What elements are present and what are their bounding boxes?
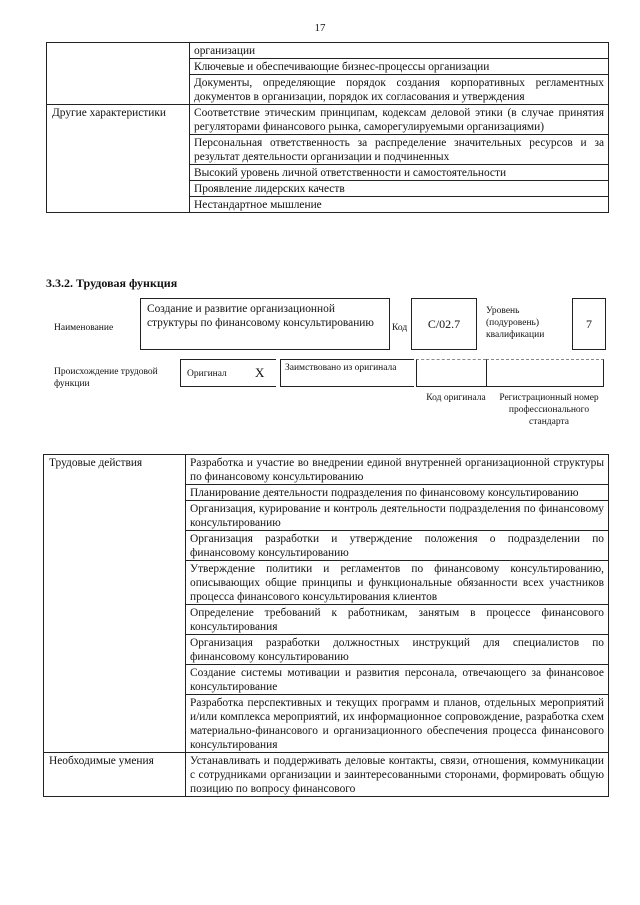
table-row: Определение требований к работникам, занятым в процессе финансового консультирования: [186, 605, 609, 635]
labor-function-table: [43, 454, 609, 797]
required-skills-label: Необходимые умения: [44, 753, 186, 797]
code-label: Код: [392, 323, 408, 333]
original-cell: [180, 359, 276, 387]
code-of-original-caption: Код оригинала: [426, 393, 486, 403]
table-row: Организация разработки и утверждение положения о подразделении по финансовому консультированию: [186, 531, 609, 561]
original-code-cell: [416, 359, 486, 387]
empty-label-cell: [47, 43, 190, 105]
table-row: Ключевые и обеспечивающие бизнес-процессы организации: [190, 59, 609, 75]
level-label: Уровень (подуровень) квалификации: [486, 306, 545, 340]
other-characteristics-label: Другие характеристики: [47, 105, 190, 213]
table-row: Утверждение политики и регламентов по финансовому консультированию, описывающих общие принципы и функциональные обязанности всех участников процесса финансового консультирования клиентов: [186, 561, 609, 605]
labor-actions-label: Трудовые действия: [44, 455, 186, 753]
function-code-box: C/02.7: [411, 298, 477, 350]
section-title: 3.3.2. Трудовая функция: [46, 276, 178, 290]
table-row: Устанавливать и поддерживать деловые контакты, связи, отношения, коммуникации с сотрудниками организации и заинтересованными сторонами, формировать общую позицию по вопросу финансового: [186, 753, 609, 797]
level-value-box: 7: [572, 298, 606, 350]
table-row: Организация, курирование и контроль деятельности подразделения по финансовому консультированию: [186, 501, 609, 531]
table-row: Высокий уровень личной ответственности и самостоятельности: [190, 165, 609, 181]
table-row: Соответствие этическим принципам, кодексам деловой этики (в случае принятия регуляторами финансового рынка, саморегулируемыми организациями): [190, 105, 609, 135]
registration-number-cell: [486, 359, 604, 387]
registration-caption: Регистрационный номер профессионального стандарта: [499, 393, 599, 427]
page-number: 17: [314, 22, 326, 34]
original-mark: X: [255, 365, 265, 380]
table-row: Нестандартное мышление: [190, 197, 609, 213]
table-row: Персональная ответственность за распределение значительных ресурсов и за результат деятельности организации и подчиненных: [190, 135, 609, 165]
function-name-box: Создание и развитие организационной структуры по финансовому консультированию: [140, 298, 390, 350]
borrowed-cell: Заимствовано из оригинала: [280, 359, 414, 387]
name-label: Наименование: [54, 323, 114, 333]
origin-label: Происхождение трудовой функции: [54, 367, 158, 389]
table-row: организации: [190, 43, 609, 59]
table-row: Создание системы мотивации и развития персонала, отвечающего за финансовое консультирование: [186, 665, 609, 695]
original-label: Оригинал: [187, 369, 227, 379]
table-row: Разработка и участие во внедрении единой внутренней организационной структуры по финансовому консультированию: [186, 455, 609, 485]
table-row: Организация разработки должностных инструкций для специалистов по финансовому консультированию: [186, 635, 609, 665]
characteristics-table: [46, 42, 609, 213]
table-row: Разработка перспективных и текущих программ и планов, отдельных мероприятий и/или комплекса мероприятий, их информационное сопровождение, разработка схем материально-финансового и организационного обеспечения процесса финансового консультирования: [186, 695, 609, 753]
table-row: Проявление лидерских качеств: [190, 181, 609, 197]
table-row: Документы, определяющие порядок создания корпоративных регламентных документов в организации, порядок их согласования и утверждения: [190, 75, 609, 105]
table-row: Планирование деятельности подразделения по финансовому консультированию: [186, 485, 609, 501]
origin-row: [180, 359, 604, 389]
